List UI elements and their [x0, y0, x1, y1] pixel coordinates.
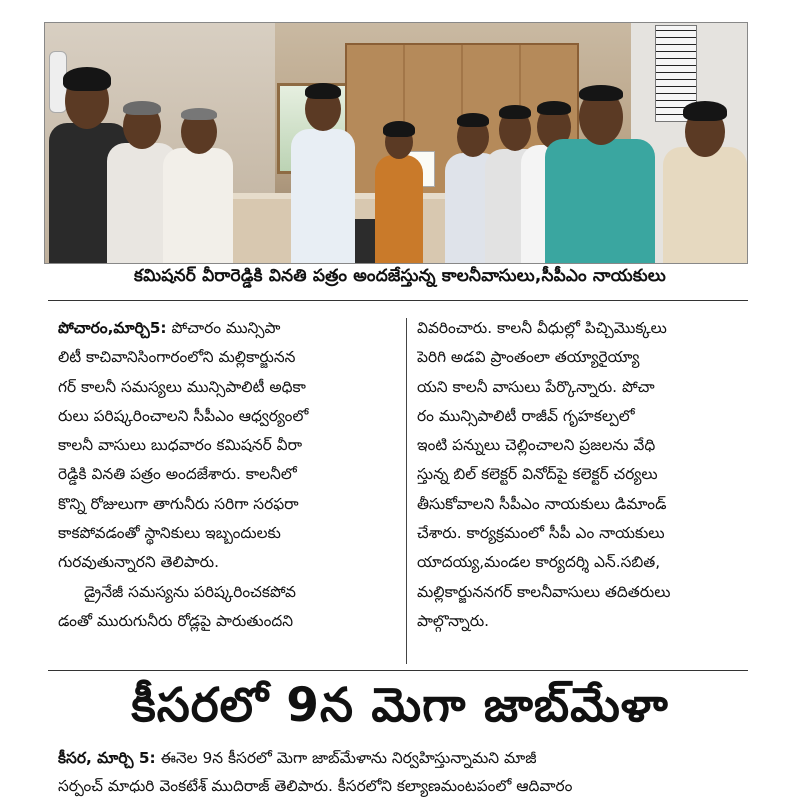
photo-caption: కమిషనర్ వీరారెడ్డికి వినతి పత్రం అందజేస్తున్న కాలనీవాసులు,సీపీఎం నాయకులు [134, 266, 666, 286]
article-divider [48, 670, 748, 671]
photo-person [291, 63, 355, 263]
article-dateline: కీసర, మార్చి 5: [58, 749, 156, 767]
article-right-column [417, 314, 745, 666]
column-divider [406, 318, 407, 664]
news-photo [44, 22, 748, 264]
photo-person [163, 78, 233, 263]
article-text: పోచారం మున్సిపా [166, 319, 281, 337]
article-line: పాల్గొన్నారు. [417, 611, 490, 630]
article-line [58, 314, 396, 343]
article-line: గురవుతున్నారని తెలిపారు. [58, 553, 219, 572]
photo-person [375, 103, 423, 263]
article-line [58, 744, 748, 772]
caption-divider [48, 300, 748, 301]
article-line: తీసుకోవాలని సీపీఎం నాయకులు డిమాండ్ [417, 494, 667, 513]
article-text: ఈనెల 9న కీసరలో మెగా జాబ్‌మేళాను నిర్వహిస్తున్నామని మాజీ [155, 749, 537, 767]
article-line: రెడ్డికి వినతి పత్రం అందజేశారు. కాలనీలో [58, 465, 297, 484]
article-line: రులు పరిష్కరించాలని సీపీఎం ఆధ్వర్యంలో [58, 406, 309, 425]
article-line: లిటీ కాచివానిసింగారంలోని మల్లికార్జునన [58, 348, 296, 367]
article-line: ఇంటి పన్నులు చెల్లించాలని ప్రజలను వేధి [417, 436, 656, 455]
article-line: కాకపోవడంతో స్థానికులు ఇబ్బందులకు [58, 524, 281, 543]
article-line: కాలనీ వాసులు బుధవారం కమిషనర్ వీరా [58, 436, 303, 455]
photo-person [545, 73, 655, 263]
article-dateline: పోచారం,మార్చి5: [58, 319, 167, 337]
article-line: పెరిగి అడవి ప్రాంతంలా తయ్యారైయ్యా [417, 348, 640, 367]
article-line: వివరించారు. కాలనీ వీధుల్లో పిచ్చిమొక్కలు [417, 319, 667, 337]
article-left-column [58, 314, 396, 666]
article-line: యని కాలనీ వాసులు పేర్కొన్నారు. పోచా [417, 377, 655, 396]
second-article-headline: కీసరలో 9న మెగా జాబ్‌మేళా [131, 678, 669, 733]
article-line: డంతో మురుగునీరు రోడ్లపై పారుతుందని [58, 611, 294, 630]
article-line: మల్లికార్జుననగర్ కాలనీవాసులు తదితరులు [417, 582, 671, 601]
article-line: చేశారు. కార్యక్రమంలో సీపీ ఎం నాయకులు [417, 524, 665, 543]
photo-person [663, 73, 747, 263]
article-line: కొన్ని రోజులుగా తాగునీరు సరిగా సరఫరా [58, 494, 299, 513]
second-article-body [58, 744, 748, 800]
article-line: సర్పంచ్ మాధురి వెంకటేశ్ ముదిరాజ్ తెలిపారు. కీసరలోని కల్యాణమంటపంలో ఆదివారం [58, 777, 573, 795]
article-line: రం మున్సిపాలిటీ రాజీవ్ గృహకల్పలో [417, 406, 635, 425]
article-line: డ్రైనేజీ సమస్యను పరిష్కరించకపోవ [84, 582, 297, 601]
article-line: స్తున్న బిల్ కలెక్టర్ వినోద్‌పై కలెక్టర్ చర్యలు [417, 465, 658, 484]
article-line: యాదయ్య,మండల కార్యదర్శి ఎన్.సబిత, [417, 553, 661, 572]
article-line: గర్ కాలనీ సమస్యలు మున్సిపాలిటీ అధికా [58, 377, 306, 396]
